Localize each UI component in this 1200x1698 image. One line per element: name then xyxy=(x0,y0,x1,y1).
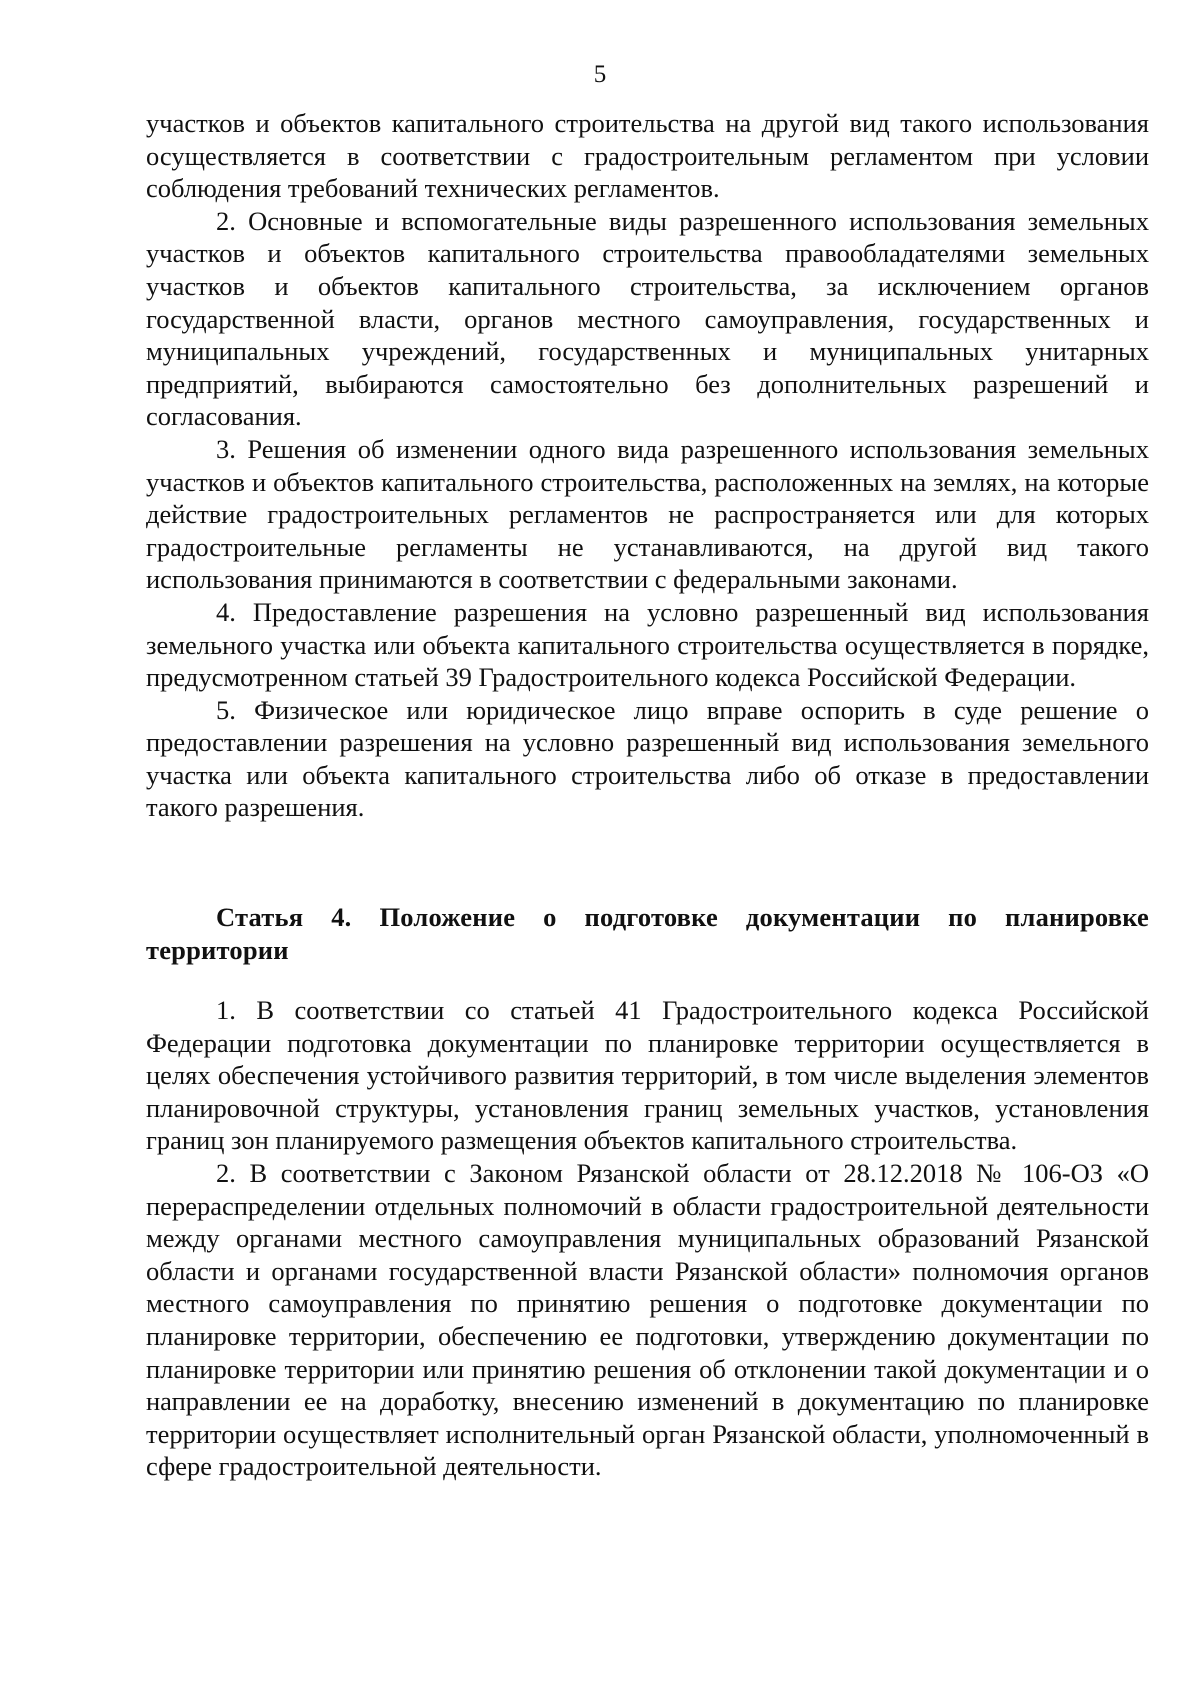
paragraph-4: 4. Предоставление разрешения на условно разрешенный вид использования земельного участка или объекта капитального строительства осуществляется в порядке, предусмотренном статьей 39 Градостроительного кодекса Российской Федерации. xyxy=(146,596,1149,693)
article-paragraph-1: 1. В соответствии со статьей 41 Градостроительного кодекса Российской Федерации подготовка документации по планировке территории осуществляется в целях обеспечения устойчивого развития территорий, в том числе выделения элементов планировочной структуры, установления границ земельных участков, установления границ зон планируемого размещения объектов капитального строительства. xyxy=(146,995,1149,1156)
page-number: 5 xyxy=(593,61,607,88)
paragraph-2: 2. Основные и вспомогательные виды разрешенного использования земельных участков и объектов капитального строительства правообладателями земельных участков и объектов капитального строительства, за исключением органов государственной власти, органов местного самоуправления, государственных и муниципальных учреждений, государственных и муниципальных унитарных предприятий, выбираются самостоятельно без дополнительных разрешений и согласования. xyxy=(146,205,1149,432)
paragraph-5: 5. Физическое или юридическое лицо вправе оспорить в суде решение о предоставлении разрешения на условно разрешенный вид использования земельного участка или объекта капитального строительства либо об отказе в предоставлении такого разрешения. xyxy=(146,694,1149,823)
article-paragraph-2: 2. В соответствии с Законом Рязанской области от 28.12.2018 № 106-ОЗ «О перераспределении отдельных полномочий в области градостроительной деятельности между органами местного самоуправления муниципальных образований Рязанской области и органами государственной власти Рязанской области» полномочия органов местного самоуправления по принятию решения о подготовке документации по планировке территории, обеспечению ее подготовки, утверждению документации по планировке территории или принятию решения об отклонении такой документации и о направлении ее на доработку, внесению изменений в документацию по планировке территории осуществляет исполнительный орган Рязанской области, уполномоченный в сфере градостроительной деятельности. xyxy=(146,1157,1149,1482)
article-title: Статья 4. Положение о подготовке документации по планировке территории xyxy=(146,902,1149,965)
previous-article-continuation xyxy=(146,107,1149,824)
article-4-heading-block xyxy=(146,901,1149,966)
paragraph-3: 3. Решения об изменении одного вида разрешенного использования земельных участков и объектов капитального строительства, расположенных на землях, на которые действие градостроительных регламентов не распространяется или для которых градостроительные регламенты не устанавливаются, на другой вид такого использования принимаются в соответствии с федеральными законами. xyxy=(146,433,1149,595)
paragraph-continuation: участков и объектов капитального строительства на другой вид такого использования осуществляется в соответствии с градостроительным регламентом при условии соблюдения требований технических регламентов. xyxy=(146,108,1149,204)
article-4-body xyxy=(146,994,1149,1483)
